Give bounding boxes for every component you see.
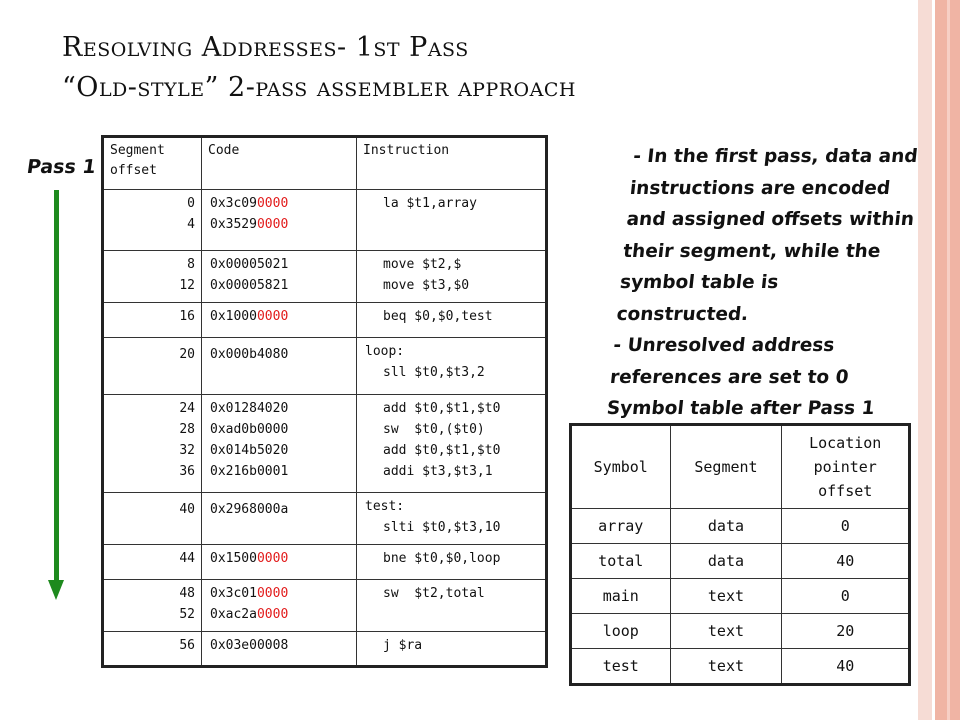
code-label: test: xyxy=(365,499,405,514)
instruction: move $t3,$0 xyxy=(383,278,470,293)
segment-offset-cell xyxy=(103,190,202,251)
code-cell xyxy=(202,493,357,545)
note-line: constructed. xyxy=(615,303,750,325)
note-line: references are set to 0 xyxy=(608,366,850,388)
code-resolved: 0x3529 xyxy=(210,217,257,232)
instruction-cell xyxy=(357,251,547,303)
main-header-1 xyxy=(202,137,357,190)
symbol-header-2-text: offset xyxy=(818,482,873,500)
instruction-cell xyxy=(357,395,547,493)
machine-code xyxy=(210,398,350,419)
table-row xyxy=(103,632,547,667)
instruction: slti $t0,$t3,10 xyxy=(383,520,501,535)
code-cell xyxy=(202,338,357,395)
symbol-segment: data xyxy=(670,509,782,544)
symbol-header-0-text: Symbol xyxy=(593,458,648,476)
segment-offset: 24 xyxy=(179,401,195,416)
code-resolved: 0xad0b0000 xyxy=(210,422,289,437)
symbol-header-row xyxy=(571,425,910,509)
main-header-0-text: Segment xyxy=(110,143,165,158)
instruction: j $ra xyxy=(383,638,423,653)
segment-offset: 0 xyxy=(187,196,195,211)
note-line: instructions are encoded xyxy=(628,177,892,199)
code-resolved: 0x014b5020 xyxy=(210,443,289,458)
machine-code xyxy=(210,548,350,569)
table-row xyxy=(103,303,547,338)
segment-offset: 16 xyxy=(179,309,195,324)
segment-offset: 40 xyxy=(179,502,195,517)
code-resolved: 0x01284020 xyxy=(210,401,289,416)
code-cell xyxy=(202,190,357,251)
segment-offset-cell xyxy=(103,632,202,667)
table-row xyxy=(103,338,547,395)
segment-offset: 32 xyxy=(179,443,195,458)
code-unresolved: 0000 xyxy=(256,309,289,324)
table-row xyxy=(571,544,910,579)
table-row xyxy=(571,509,910,544)
machine-code xyxy=(210,306,350,327)
code-cell xyxy=(202,545,357,580)
symbol-offset: 0 xyxy=(782,579,910,614)
pass-label: Pass 1 xyxy=(25,156,98,178)
segment-offset: 52 xyxy=(179,607,195,622)
symbol-name: test xyxy=(571,649,671,685)
machine-code xyxy=(210,635,350,656)
code-resolved: 0x2968000a xyxy=(210,502,289,517)
note-line: - Unresolved address xyxy=(612,335,836,356)
code-resolved: 0x00005021 xyxy=(210,257,289,272)
machine-code xyxy=(210,583,350,604)
table-row xyxy=(103,251,547,303)
code-cell xyxy=(202,251,357,303)
note-line: and assigned offsets within xyxy=(625,209,916,230)
code-label: loop: xyxy=(365,344,405,359)
code-unresolved: 0000 xyxy=(256,607,289,622)
code-resolved: 0x1000 xyxy=(210,309,257,324)
symbol-name: array xyxy=(571,509,671,544)
segment-offset-cell xyxy=(103,251,202,303)
code-resolved: 0x00005821 xyxy=(210,278,289,293)
segment-offset: 28 xyxy=(179,422,195,437)
symbol-segment: data xyxy=(670,544,782,579)
pass-arrow-shaft xyxy=(54,190,59,582)
symbol-header-2-text: Location xyxy=(809,434,882,452)
note-line: symbol table is xyxy=(618,272,780,293)
code-resolved: 0x1500 xyxy=(210,551,257,566)
code-resolved: 0xac2a xyxy=(210,607,257,622)
machine-code xyxy=(210,275,350,296)
table-row xyxy=(103,190,547,251)
pass1-notes xyxy=(605,141,935,425)
down-arrow-icon xyxy=(48,580,64,600)
symbol-header-0 xyxy=(571,425,671,509)
symbol-name: total xyxy=(571,544,671,579)
symbol-segment: text xyxy=(670,579,782,614)
pass1-instruction-table xyxy=(101,135,548,668)
code-resolved: 0x03e00008 xyxy=(210,638,289,653)
code-resolved: 0x000b4080 xyxy=(210,347,289,362)
instruction: sw $t2,total xyxy=(383,586,485,601)
code-cell xyxy=(202,395,357,493)
note-line: - In the first pass, data and xyxy=(632,146,919,167)
instruction: sw $t0,($t0) xyxy=(383,422,485,437)
instruction-cell xyxy=(357,338,547,395)
machine-code xyxy=(210,499,350,520)
segment-offset: 48 xyxy=(179,586,195,601)
table-row xyxy=(103,395,547,493)
symbol-name: main xyxy=(571,579,671,614)
instruction-cell xyxy=(357,580,547,632)
table-row xyxy=(571,579,910,614)
main-header-2-text: Instruction xyxy=(363,143,450,158)
symbol-table xyxy=(569,423,911,686)
table-row xyxy=(571,649,910,685)
machine-code xyxy=(210,193,350,214)
symbol-header-2-text: pointer xyxy=(813,458,877,476)
machine-code xyxy=(210,419,350,440)
table-row xyxy=(103,580,547,632)
segment-offset: 8 xyxy=(187,257,195,272)
machine-code xyxy=(210,604,350,625)
symbol-offset: 20 xyxy=(782,614,910,649)
code-cell xyxy=(202,632,357,667)
machine-code xyxy=(210,344,350,365)
segment-offset: 20 xyxy=(179,347,195,362)
symbol-header-1 xyxy=(670,425,782,509)
right-decor-stripe xyxy=(947,0,950,720)
machine-code xyxy=(210,440,350,461)
segment-offset-cell xyxy=(103,493,202,545)
instruction: sll $t0,$t3,2 xyxy=(383,365,485,380)
machine-code xyxy=(210,254,350,275)
instruction-cell xyxy=(357,632,547,667)
code-unresolved: 0000 xyxy=(256,551,289,566)
code-cell xyxy=(202,580,357,632)
main-header-0-text: offset xyxy=(110,163,157,178)
code-resolved: 0x3c09 xyxy=(210,196,257,211)
instruction-cell xyxy=(357,303,547,338)
table-row xyxy=(103,493,547,545)
segment-offset-cell xyxy=(103,303,202,338)
instruction: la $t1,array xyxy=(383,196,477,211)
main-header-2 xyxy=(357,137,547,190)
instruction-cell xyxy=(357,190,547,251)
note-line: Symbol table after Pass 1 xyxy=(605,398,876,419)
segment-offset-cell xyxy=(103,580,202,632)
instruction: move $t2,$ xyxy=(383,257,462,272)
symbol-header-2 xyxy=(782,425,910,509)
instruction-cell xyxy=(357,545,547,580)
symbol-name: loop xyxy=(571,614,671,649)
instruction-cell xyxy=(357,493,547,545)
note-line: their segment, while the xyxy=(622,240,882,262)
code-cell xyxy=(202,303,357,338)
title-line-1: Resolving Addresses- 1st Pass xyxy=(62,32,469,63)
segment-offset: 4 xyxy=(187,217,195,232)
segment-offset-cell xyxy=(103,395,202,493)
machine-code xyxy=(210,214,350,235)
symbol-header-1-text: Segment xyxy=(694,458,758,476)
machine-code xyxy=(210,461,350,482)
instruction: add $t0,$t1,$t0 xyxy=(383,443,501,458)
code-unresolved: 0000 xyxy=(256,217,289,232)
main-header-1-text: Code xyxy=(208,143,240,158)
segment-offset: 44 xyxy=(179,551,195,566)
segment-offset-cell xyxy=(103,545,202,580)
main-header-0 xyxy=(103,137,202,190)
symbol-segment: text xyxy=(670,649,782,685)
code-unresolved: 0000 xyxy=(256,586,289,601)
right-decor-bar-light xyxy=(918,0,932,720)
table-row xyxy=(571,614,910,649)
main-table-header-row xyxy=(103,137,547,190)
symbol-offset: 0 xyxy=(782,509,910,544)
slide-title xyxy=(62,28,912,108)
instruction: bne $t0,$0,loop xyxy=(383,551,501,566)
segment-offset-cell xyxy=(103,338,202,395)
symbol-offset: 40 xyxy=(782,649,910,685)
symbol-offset: 40 xyxy=(782,544,910,579)
table-row xyxy=(103,545,547,580)
instruction: addi $t3,$t3,1 xyxy=(383,464,493,479)
instruction: add $t0,$t1,$t0 xyxy=(383,401,501,416)
code-unresolved: 0000 xyxy=(256,196,289,211)
code-resolved: 0x216b0001 xyxy=(210,464,289,479)
segment-offset: 56 xyxy=(179,638,195,653)
segment-offset: 12 xyxy=(179,278,195,293)
segment-offset: 36 xyxy=(179,464,195,479)
title-line-2: “Old-style” 2-pass assembler approach xyxy=(62,72,576,103)
instruction: beq $0,$0,test xyxy=(383,309,493,324)
symbol-segment: text xyxy=(670,614,782,649)
code-resolved: 0x3c01 xyxy=(210,586,257,601)
